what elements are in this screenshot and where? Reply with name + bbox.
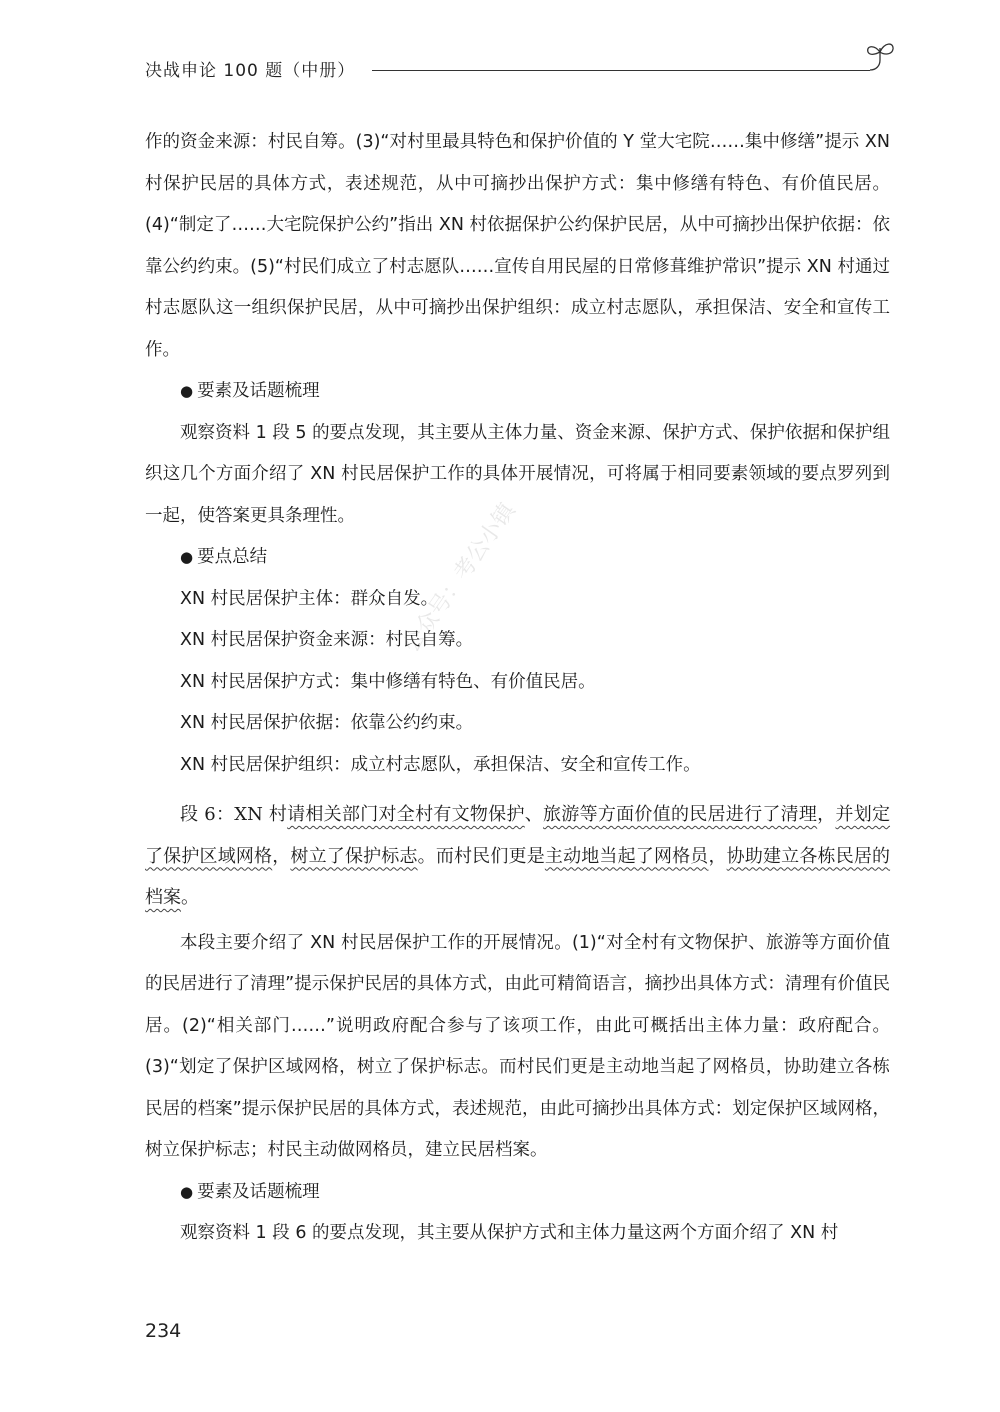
paragraph-observation-2: 观察资料 1 段 6 的要点发现，其主要从保护方式和主体力量这两个方面介绍了 XN 村 [180,1223,839,1243]
sprout-icon [862,40,898,80]
excerpt-highlight: 旅游等方面价值的民居进行了清理 [543,804,818,825]
header-rule [372,70,870,71]
bullet-icon: ● [180,382,194,400]
excerpt-text: 。而村民们更是 [417,845,545,867]
section-heading-elements [145,371,890,413]
excerpt-highlight: 树立了保护标志 [290,845,418,867]
main-text [145,122,890,1255]
summary-point: XN 村民居保护资金来源：村民自筹。 [180,630,474,650]
excerpt-text: ， [272,845,291,867]
heading-text: 要素及话题梳理 [197,1181,320,1202]
bullet-icon: ● [180,548,194,566]
summary-point: XN 村民居保护依据：依靠公约约束。 [180,713,474,733]
summary-point: XN 村民居保护方式：集中修缮有特色、有价值民居。 [180,671,596,692]
paragraph-observation: 观察资料 1 段 5 的要点发现，其主要从主体力量、资金来源、保护方式、保护依据和保护组织这几个方面介绍了 XN 村民居保护工作的具体开展情况，可将属于相同要素领域的要点罗列到一起，使答案更具条理性。 [145,422,890,526]
excerpt-text: ， [708,845,727,867]
page-number: 234 [145,1320,182,1342]
paragraph-continued: 作的资金来源：村民自筹。(3)“对村里最具特色和保护价值的 Y 堂大宅院……集中修缮”提示 XN 村保护民居的具体方式，表述规范，从中可摘抄出保护方式：集中修缮有特色、有价值民居。(4)“制定了……大宅院保护公约”指出 XN 村依据保护公约保护民居，从中可摘抄出保护依据：依靠公约约束。(5)“村民们成立了村志愿队……宣传自用民屋的日常修葺维护常识”提示 XN 村通过村志愿队这一组织保护民居，从中可摘抄出保护组织：成立村志愿队，承担保洁、安全和宣传工作。 [145,132,890,360]
section-heading-elements-2 [145,1172,890,1214]
watermark: 公众号：考公小镇 [399,498,521,658]
summary-point: XN 村民居保护组织：成立村志愿队，承担保洁、安全和宣传工作。 [180,754,701,775]
paragraph-analysis: 本段主要介绍了 XN 村民居保护工作的开展情况。(1)“对全村有文物保护、旅游等方面价值的民居进行了清理”提示保护民居的具体方式，由此可精简语言，摘抄出具体方式：清理有价值民居。(2)“相关部门……”说明政府配合参与了该项工作，由此可概括出主体力量：政府配合。(3)“划定了保护区域网格，树立了保护标志。而村民们更是主动地当起了网格员，协助建立各栋民居的档案”提示保护民居的具体方式，表述规范，由此可摘抄出具体方式：划定保护区域网格，树立保护标志；村民主动做网格员，建立民居档案。 [145,932,890,1160]
excerpt-prefix: 段 6：XN 村 [180,804,288,825]
excerpt-highlight: 并划定了保护区域网格 [145,804,891,867]
heading-text: 要点总结 [197,547,268,567]
running-header: 决战申论 100 题（中册） [145,61,356,81]
section-heading-summary [145,537,890,579]
excerpt-text: 、 [524,804,544,825]
heading-text: 要素及话题梳理 [197,381,320,401]
source-excerpt [145,794,890,919]
excerpt-highlight: 协助建立各栋民居的档案 [145,845,891,908]
excerpt-text: 。 [181,887,199,908]
excerpt-highlight: 主动地当起了网格员 [544,845,709,867]
bullet-icon: ● [180,1182,194,1201]
excerpt-text: ， [817,804,836,825]
summary-point: XN 村民居保护主体：群众自发。 [180,588,439,609]
excerpt-highlight: 请相关部门对全村有文物保护 [287,804,525,825]
